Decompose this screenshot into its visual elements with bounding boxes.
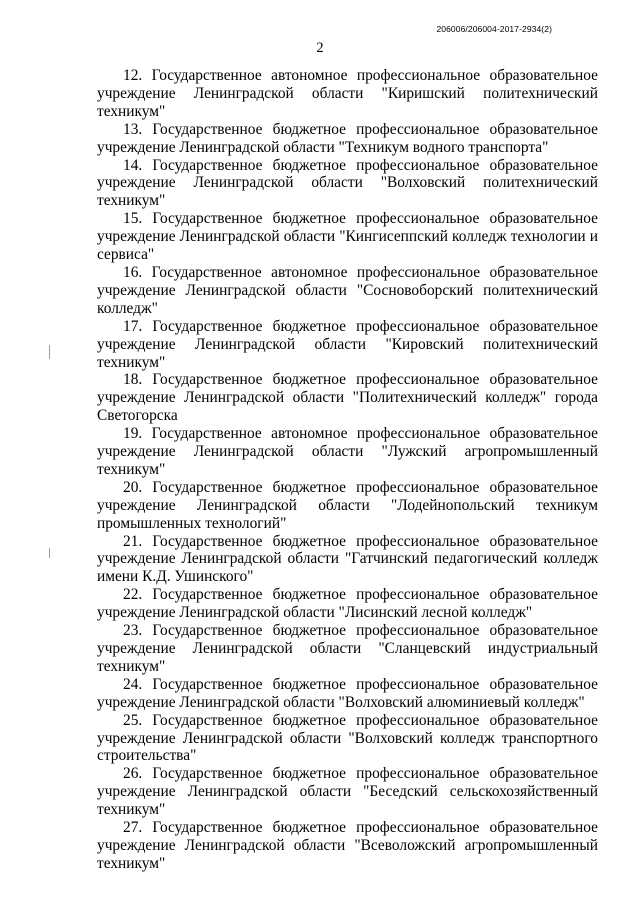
list-item: 15. Государственное бюджетное профессиональное образовательное учреждение Ленинградской области "Кингисеппский колледж технологии и сервиса"	[97, 210, 598, 264]
list-item: 14. Государственное бюджетное профессиональное образовательное учреждение Ленинградской области "Волховский политехнический техникум"	[97, 156, 598, 210]
list-item: 19. Государственное автономное профессиональное образовательное учреждение Ленинградской области "Лужский агропромышленный техникум"	[97, 425, 598, 478]
list-item: 16. Государственное автономное профессиональное образовательное учреждение Ленинградской области "Сосновоборский политехнический колледж"	[97, 263, 598, 317]
margin-scan-mark	[49, 345, 50, 359]
margin-scan-mark	[49, 548, 50, 558]
list-item: 18. Государственное бюджетное профессиональное образовательное учреждение Ленинградской области "Политехнический колледж" города Светогорска	[97, 371, 598, 425]
institution-list	[97, 67, 598, 873]
list-item: 13. Государственное бюджетное профессиональное образовательное учреждение Ленинградской области "Техникум водного транспорта"	[97, 120, 598, 156]
list-item: 20. Государственное бюджетное профессиональное образовательное учреждение Ленинградской области "Лодейнопольский техникум промышленных технологий"	[97, 478, 598, 532]
list-item: 23. Государственное бюджетное профессиональное образовательное учреждение Ленинградской области "Сланцевский индустриальный техникум"	[97, 622, 598, 675]
page-number: 2	[316, 40, 324, 56]
list-item: 25. Государственное бюджетное профессиональное образовательное учреждение Ленинградской области "Волховский колледж транспортного строительства"	[97, 711, 598, 765]
list-item: 27. Государственное бюджетное профессиональное образовательное учреждение Ленинградской области "Всеволожский агропромышленный техникум"	[97, 819, 598, 872]
list-item: 22. Государственное бюджетное профессиональное образовательное учреждение Ленинградской области "Лисинский лесной колледж"	[97, 586, 598, 622]
document-number: 206006/206004-2017-2934(2)	[436, 24, 552, 34]
list-item: 21. Государственное бюджетное профессиональное образовательное учреждение Ленинградской области "Гатчинский педагогический колледж имени К.Д. Ушинского"	[97, 532, 598, 586]
list-item: 26. Государственное бюджетное профессиональное образовательное учреждение Ленинградской области "Беседский сельскохозяйственный техникум"	[97, 765, 598, 819]
list-item: 12. Государственное автономное профессиональное образовательное учреждение Ленинградской области "Киришский политехнический техникум"	[97, 67, 598, 120]
list-item: 17. Государственное бюджетное профессиональное образовательное учреждение Ленинградской области "Кировский политехнический техникум"	[97, 317, 598, 371]
list-item: 24. Государственное бюджетное профессиональное образовательное учреждение Ленинградской области "Волховский алюминиевый колледж"	[97, 675, 598, 711]
